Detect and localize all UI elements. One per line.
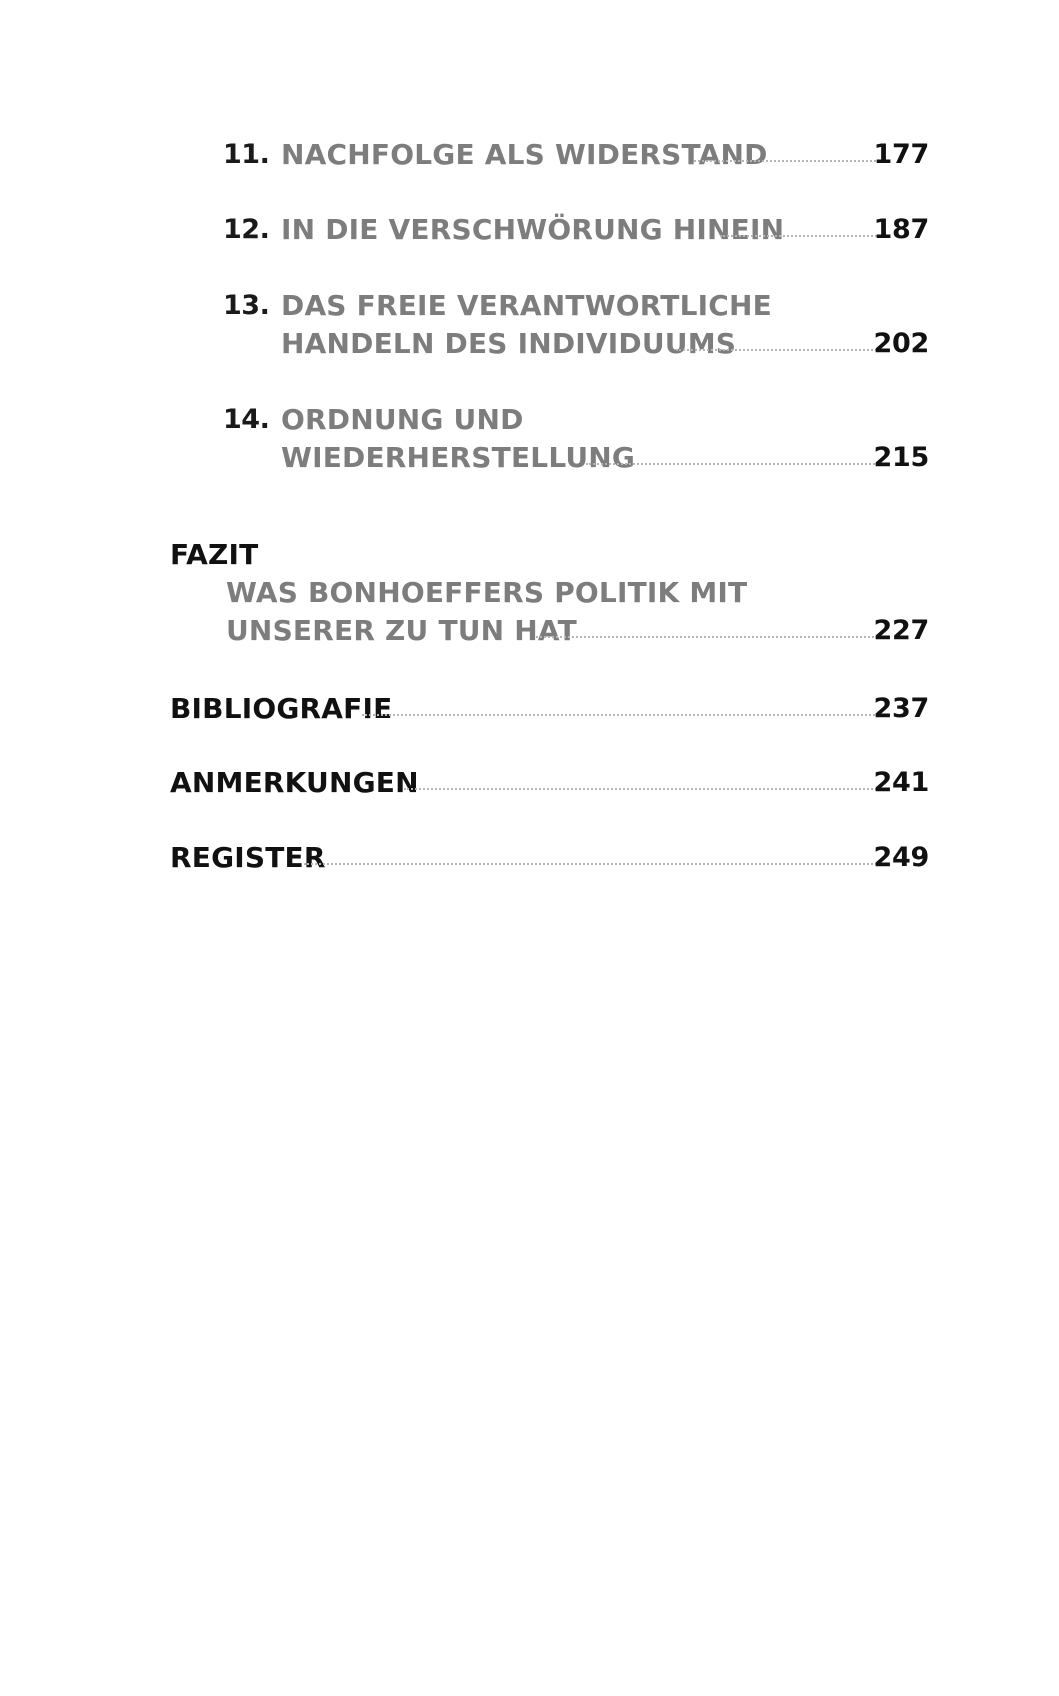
chapter-number: 13. bbox=[223, 290, 270, 321]
page-number: 177 bbox=[873, 139, 929, 170]
page-number: 215 bbox=[873, 442, 929, 473]
chapter-title: IN DIE VERSCHWÖRUNG HINEIN bbox=[281, 213, 785, 246]
chapter-number: 12. bbox=[223, 214, 270, 245]
section-title: REGISTER bbox=[170, 841, 326, 874]
page-number: 249 bbox=[873, 842, 929, 873]
chapter-number: 11. bbox=[223, 139, 270, 170]
toc-entry-chapter-14[interactable] bbox=[0, 401, 1059, 481]
toc-entry-chapter-11[interactable] bbox=[0, 136, 1059, 176]
section-heading: FAZIT bbox=[170, 538, 259, 571]
dot-leader bbox=[404, 780, 884, 790]
chapter-title-line-2: HANDELN DES INDIVIDUUMS bbox=[281, 327, 737, 360]
fazit-title-line-1: WAS BONHOEFFERS POLITIK MIT bbox=[226, 576, 748, 609]
section-title: ANMERKUNGEN bbox=[170, 766, 419, 799]
chapter-number: 14. bbox=[223, 404, 270, 435]
toc-entry-bibliografie[interactable] bbox=[0, 690, 1059, 730]
page-number: 202 bbox=[873, 328, 929, 359]
dot-leader bbox=[720, 227, 884, 237]
dot-leader bbox=[536, 628, 882, 638]
section-title: BIBLIOGRAFIE bbox=[170, 692, 393, 725]
page-number: 241 bbox=[873, 767, 929, 798]
dot-leader bbox=[362, 706, 882, 716]
toc-entry-anmerkungen[interactable] bbox=[0, 764, 1059, 804]
toc-entry-chapter-13[interactable] bbox=[0, 287, 1059, 367]
chapter-title-line-1: DAS FREIE VERANTWORTLICHE bbox=[281, 289, 772, 322]
dot-leader bbox=[676, 341, 880, 351]
chapter-title-line-1: ORDNUNG UND bbox=[281, 403, 524, 436]
chapter-title-line-2: WIEDERHERSTELLUNG bbox=[281, 441, 636, 474]
fazit-title-line-2: UNSERER ZU TUN HAT bbox=[226, 614, 577, 647]
dot-leader bbox=[304, 855, 880, 865]
toc-entry-register[interactable] bbox=[0, 839, 1059, 879]
chapter-title: NACHFOLGE ALS WIDERSTAND bbox=[281, 138, 768, 171]
toc-entry-fazit[interactable] bbox=[0, 536, 1059, 654]
page-number: 237 bbox=[873, 693, 929, 724]
page-number: 227 bbox=[873, 615, 929, 646]
page-number: 187 bbox=[873, 214, 929, 245]
dot-leader bbox=[586, 455, 886, 465]
toc-entry-chapter-12[interactable] bbox=[0, 211, 1059, 251]
dot-leader bbox=[694, 152, 884, 162]
